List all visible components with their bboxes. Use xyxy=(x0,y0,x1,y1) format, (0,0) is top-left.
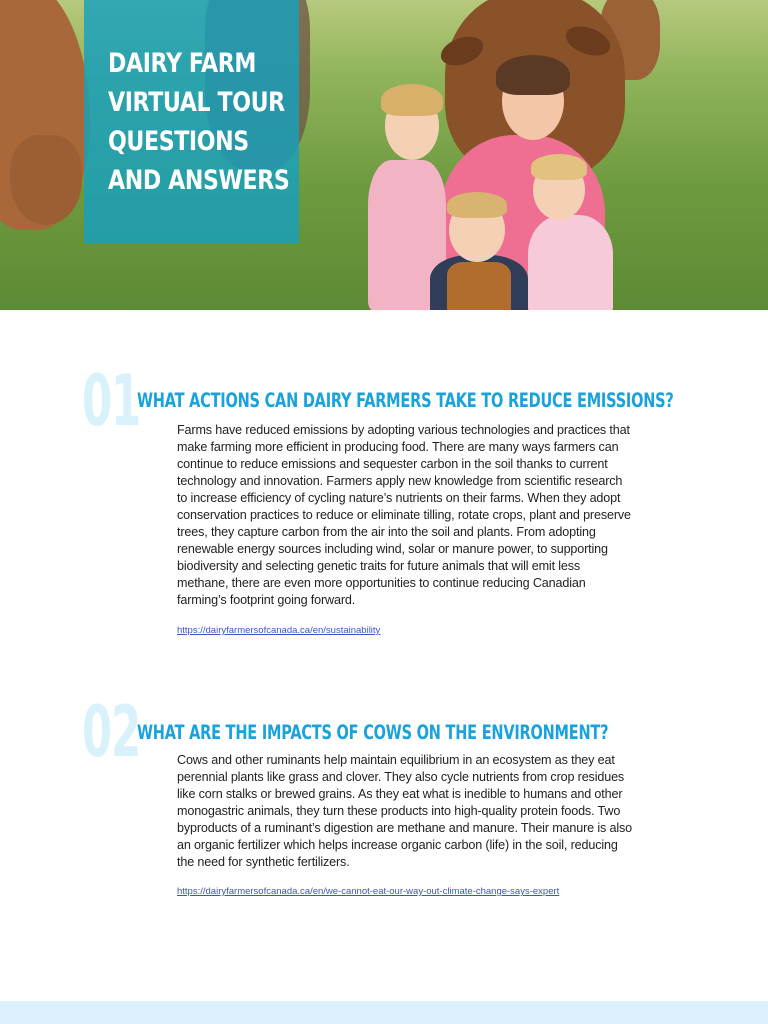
footer-band xyxy=(0,1001,768,1024)
hero-photo xyxy=(0,0,768,310)
source-link[interactable]: https://dairyfarmersofcanada.ca/en/we-cannot-eat-our-way-out-climate-change-says-expert xyxy=(177,886,560,897)
question-heading: WHAT ACTIONS CAN DAIRY FARMERS TAKE TO REDUCE EMISSIONS? xyxy=(137,389,674,412)
question-heading: WHAT ARE THE IMPACTS OF COWS ON THE ENVIRONMENT? xyxy=(137,721,609,744)
hero-title-box xyxy=(84,0,299,244)
hero-title-line: DAIRY FARM xyxy=(108,48,257,79)
boy-hair xyxy=(447,192,507,218)
hero-title-line: VIRTUAL TOUR xyxy=(108,87,285,118)
answer-paragraph: Farms have reduced emissions by adopting various technologies and practices that make farming more efficient in producing food. There are many ways farmers can continue to reduce emissions and sequester carbon in the soil thanks to current technology and innovation. Farmers apply new knowledge from scientific research to increase efficiency of cycling nature’s nutrients on their farms. When they adopt conservation practices to reduce or eliminate tilling, rotate crops, plant and preserve trees, they capture carbon from the air into the soil and plants. From adopting renewable energy sources including wind, solar or manure power, to supporting biodiversity and selecting genetic traits for future animals that will emit less methane, there are even more opportunities to continue reducing Canadian farming’s footprint going forward. xyxy=(177,423,631,607)
answer-paragraph: Cows and other ruminants help maintain equilibrium in an ecosystem as they eat perennial plants like grass and clover. They also cycle nutrients from crop residues like corn stalks or brewed grains. As they eat what is inedible to humans and other monogastric animals, they turn these products into high-quality protein foods. Two byproducts of a ruminant’s digestion are methane and manure. Their manure is also an organic fertilizer which helps increase organic carbon (life) in the soil, reducing the need for synthetic fertilizers. xyxy=(177,753,633,869)
mother-hair xyxy=(496,55,570,95)
section-number: 02 xyxy=(82,691,140,773)
hero-title-line: AND ANSWERS xyxy=(108,165,290,196)
cow-left-head xyxy=(10,135,82,225)
toddler-hair xyxy=(531,154,587,180)
boy-overalls xyxy=(447,262,511,310)
source-link[interactable]: https://dairyfarmersofcanada.ca/en/sustainability xyxy=(177,625,381,636)
girl-hair xyxy=(381,84,443,116)
toddler-figure xyxy=(528,215,613,310)
hero-title-line: QUESTIONS xyxy=(108,126,249,157)
section-number: 01 xyxy=(82,360,140,442)
